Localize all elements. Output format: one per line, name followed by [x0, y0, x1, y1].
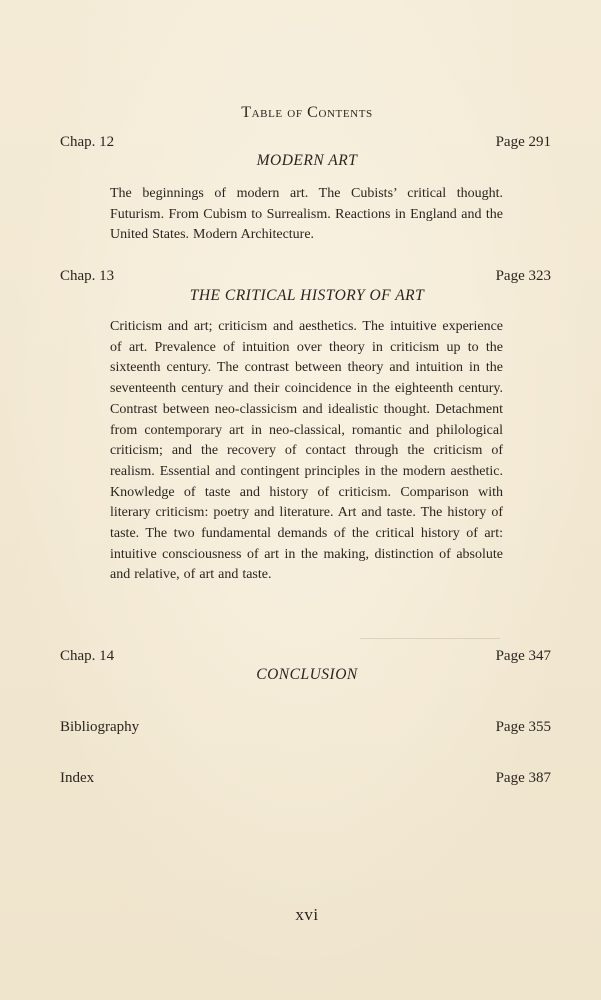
- chapter-page-number: Page 323: [495, 268, 551, 284]
- chapter-title: THE CRITICAL HISTORY OF ART: [189, 287, 425, 304]
- folio-page-number: xvi: [295, 905, 319, 924]
- chapter-title: CONCLUSION: [256, 666, 358, 683]
- chapter-summary: The beginnings of modern art. The Cubists’ critical thought. Futurism. From Cubism to Surrealism. Reactions in England and the United States. Modern Architecture.: [110, 186, 503, 243]
- bibliography-label: Bibliography: [60, 719, 140, 735]
- chapter-title: MODERN ART: [256, 152, 358, 169]
- paper-mark: [360, 638, 500, 639]
- chapter-label: Chap. 14: [60, 648, 115, 664]
- page-title: Table of Contents: [241, 104, 373, 121]
- chapter-page-number: Page 291: [495, 134, 551, 150]
- chapter-label: Chap. 13: [60, 268, 115, 284]
- chapter-page-number: Page 347: [495, 648, 551, 664]
- bibliography-page-number: Page 355: [495, 719, 551, 735]
- chapter-label: Chap. 12: [60, 134, 115, 150]
- index-label: Index: [60, 770, 95, 786]
- index-page-number: Page 387: [495, 770, 551, 786]
- chapter-summary: Criticism and art; criticism and aesthetics. The intuitive experience of art. Prevalence of intuition over theory in criticism up to the sixteenth century. The contrast between theory and intuition in the seventeenth century and their coincidence in the eighteenth century. Contrast between neo-classicism and idealistic thought. Detachment from contemporary art in neo-classical, romantic and philological criticism; and the recovery of contact through the criticism of realism. Essential and contingent principles in the modern aesthetic. Knowledge of taste and history of criticism. Comparison with literary criticism: poetry and literature. Art and taste. The history of taste. The two fundamental demands of the critical history of art: intuitive consciousness of art in the making, distinction of absolute and relative, of art and taste.: [110, 319, 503, 583]
